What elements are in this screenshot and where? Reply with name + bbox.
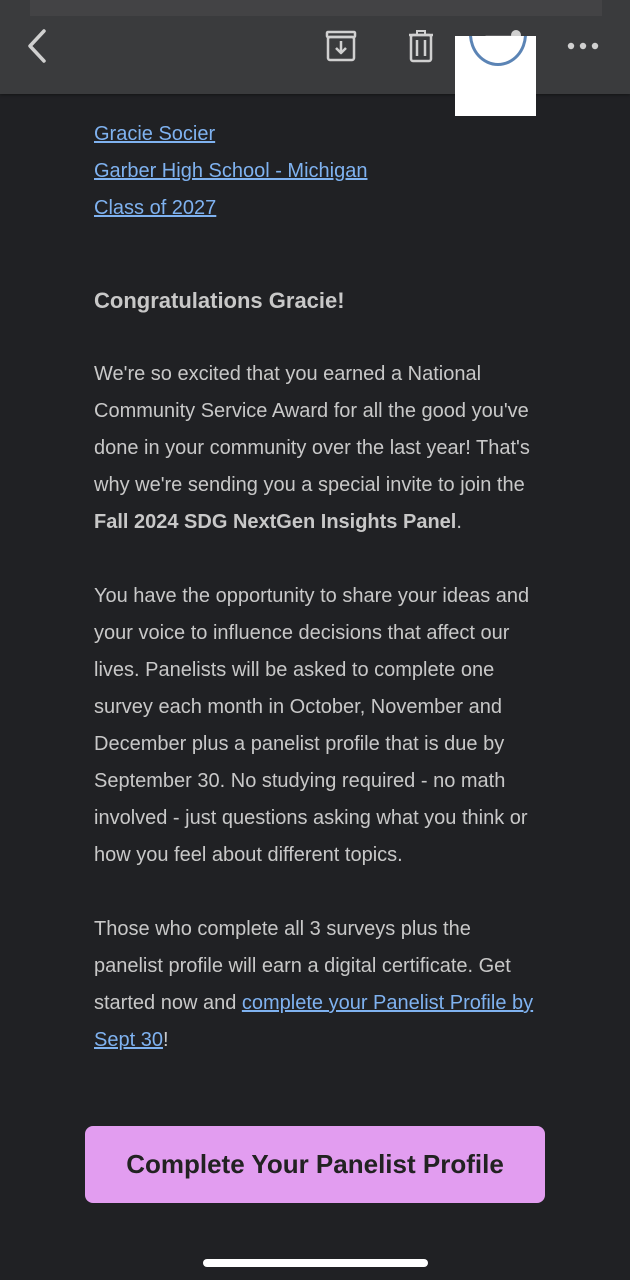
panel-name-text: Fall 2024 SDG NextGen Insights Panel [94, 511, 457, 533]
recipient-block [94, 116, 544, 153]
paragraph-invite [94, 356, 544, 541]
paragraph-details-text: You have the opportunity to share your ideas and your voice to influence decisions that affect our lives. Panelists will be asked to complete one survey each month in October, November and December plus a panelist profile that is due by September 30. No studying required - no math involved - just questions asking what you think or how you feel about different topics. [94, 585, 530, 866]
recipient-school-line [94, 153, 544, 190]
chevron-left-icon [22, 28, 52, 64]
logo-emblem [469, 36, 527, 66]
archive-icon [324, 29, 358, 63]
paragraph-certificate-end: ! [162, 1029, 169, 1051]
paragraph-invite-text: We're so excited that you earned a National Community Service Award for all the good you've done in your community over the last year! That's why we're sending you a special invite to join the [94, 363, 530, 496]
paragraph-details [94, 578, 544, 874]
sender-logo-image [455, 36, 536, 116]
back-button[interactable] [15, 24, 59, 68]
paragraph-invite-end: . [456, 511, 462, 533]
toolbar-top-strip [30, 0, 602, 16]
delete-button[interactable] [399, 24, 443, 68]
recipient-name-link[interactable]: Gracie Socier [94, 123, 216, 145]
recipient-class-link[interactable]: Class of 2027 [94, 197, 217, 219]
email-body [94, 116, 544, 1059]
home-indicator[interactable] [203, 1259, 428, 1267]
panelist-profile-link[interactable]: complete your Panelist Profile by Sept 30 [94, 992, 534, 1051]
recipient-school-link[interactable]: Garber High School - Michigan [94, 160, 368, 182]
recipient-class-line [94, 190, 544, 227]
complete-profile-button[interactable]: Complete Your Panelist Profile [85, 1126, 545, 1203]
greeting-heading: Congratulations Gracie! [94, 288, 345, 313]
paragraph-certificate [94, 911, 544, 1059]
archive-button[interactable] [319, 24, 363, 68]
trash-icon [406, 29, 436, 63]
paragraph-certificate-text: Those who complete all 3 surveys plus the panelist profile will earn a digital certificate. Get started now and [94, 918, 511, 1014]
more-horizontal-icon [567, 41, 599, 51]
more-button[interactable] [561, 24, 605, 68]
